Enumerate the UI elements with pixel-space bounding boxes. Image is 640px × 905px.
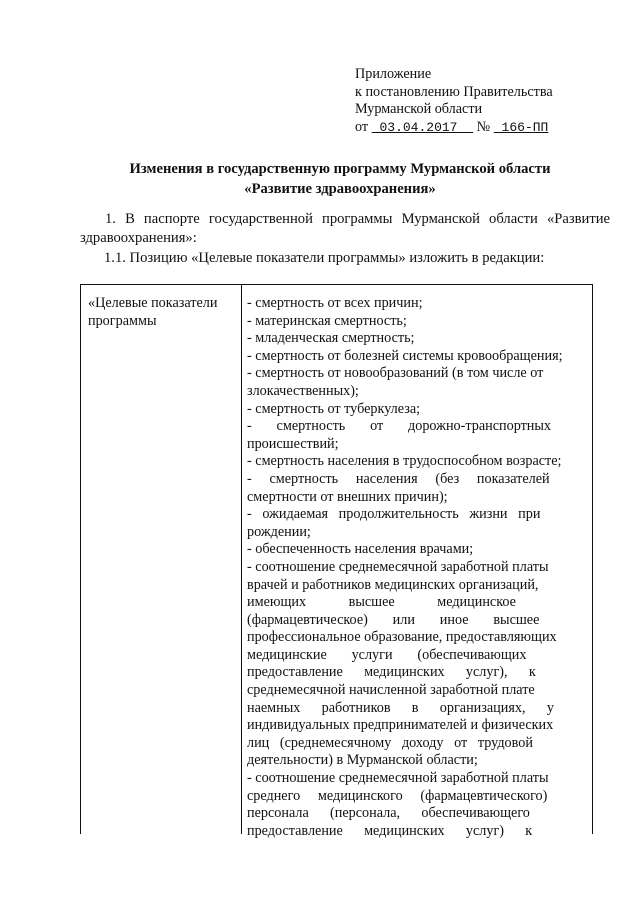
indicator-line: наемных работников в организациях, у	[247, 699, 554, 716]
indicator-line: - ожидаемая продолжительность жизни при	[247, 506, 541, 523]
indicator-line: профессиональное образование, предоставляющих	[247, 629, 557, 646]
indicator-line: - младенческая смертность;	[247, 330, 415, 347]
indicator-line: - соотношение среднемесячной заработной платы	[247, 558, 549, 575]
indicator-line: - соотношение среднемесячной заработной платы	[247, 770, 549, 787]
title-line-1: Изменения в государственную программу Мурманской области	[129, 161, 551, 177]
indicator-line: - смертность от болезней системы кровообращения;	[247, 347, 563, 364]
indicator-line: - смертность от дорожно-транспортных	[247, 418, 552, 435]
indicator-line: происшествий;	[247, 435, 339, 452]
indicator-line: рождении;	[247, 523, 311, 540]
left-cell-line: программы	[88, 312, 157, 329]
indicator-line: индивидуальных предпринимателей и физических	[247, 717, 554, 734]
indicator-line: - материнская смертность;	[247, 312, 407, 329]
indicator-line: предоставление медицинских услуг) к	[247, 822, 533, 839]
title-line-2: «Развитие здравоохранения»	[244, 181, 436, 197]
date-prefix: от	[355, 118, 369, 135]
indicator-line: врачей и работников медицинских организаций,	[247, 576, 539, 593]
indicator-line: персонала (персонала, обеспечивающего	[247, 805, 530, 822]
indicator-line: имеющих высшее медицинское	[247, 594, 516, 611]
indicator-line: лиц (среднемесячному доходу от трудовой	[247, 734, 533, 751]
indicator-line: смертности от внешних причин);	[247, 488, 448, 505]
appendix-heading: Приложение	[355, 66, 432, 82]
indicator-line: - смертность населения в трудоспособном возрасте;	[247, 453, 562, 470]
indicators-table	[80, 284, 593, 839]
appendix-resolution-line: к постановлению Правительства	[355, 83, 553, 100]
indicator-line: - смертность от туберкулеза;	[247, 400, 421, 417]
document-title	[60, 159, 620, 199]
table-right-cell	[247, 295, 585, 840]
table-column-divider	[241, 285, 242, 834]
appendix-region-line: Мурманской области	[355, 101, 483, 117]
table-left-cell	[88, 295, 236, 330]
paragraph-1	[80, 210, 610, 248]
indicator-line: - смертность от всех причин;	[247, 295, 423, 311]
indicator-line: - смертность населения (без показателей	[247, 470, 550, 487]
appendix-block	[355, 66, 553, 136]
indicator-line: среднего медицинского (фармацевтического)	[247, 787, 548, 804]
indicator-line: предоставление медицинских услуг), к	[247, 664, 536, 681]
paragraph-1-text: 1. В паспорте государственной программы Мурманской области «Развитие здравоохранения»:	[80, 211, 610, 246]
number-sign: №	[476, 118, 491, 135]
indicator-line: (фармацевтическое) или иное высшее	[247, 611, 540, 628]
indicator-line: злокачественных);	[247, 382, 359, 399]
indicator-line: деятельности) в Мурманской области;	[247, 752, 478, 769]
resolution-date: 03.04.2017	[379, 119, 458, 135]
appendix-date-line	[355, 119, 553, 137]
left-cell-line: «Целевые показатели	[88, 295, 218, 311]
paragraph-1-1: 1.1. Позицию «Целевые показатели программы» изложить в редакции:	[104, 250, 545, 266]
indicator-line: - смертность от новообразований (в том числе от	[247, 365, 544, 382]
resolution-number: 166-ПП	[501, 119, 549, 135]
indicator-line: - обеспеченность населения врачами;	[247, 541, 474, 558]
indicator-line: среднемесячной начисленной заработной плате	[247, 682, 535, 699]
indicator-line: медицинские услуги (обеспечивающих	[247, 646, 527, 663]
